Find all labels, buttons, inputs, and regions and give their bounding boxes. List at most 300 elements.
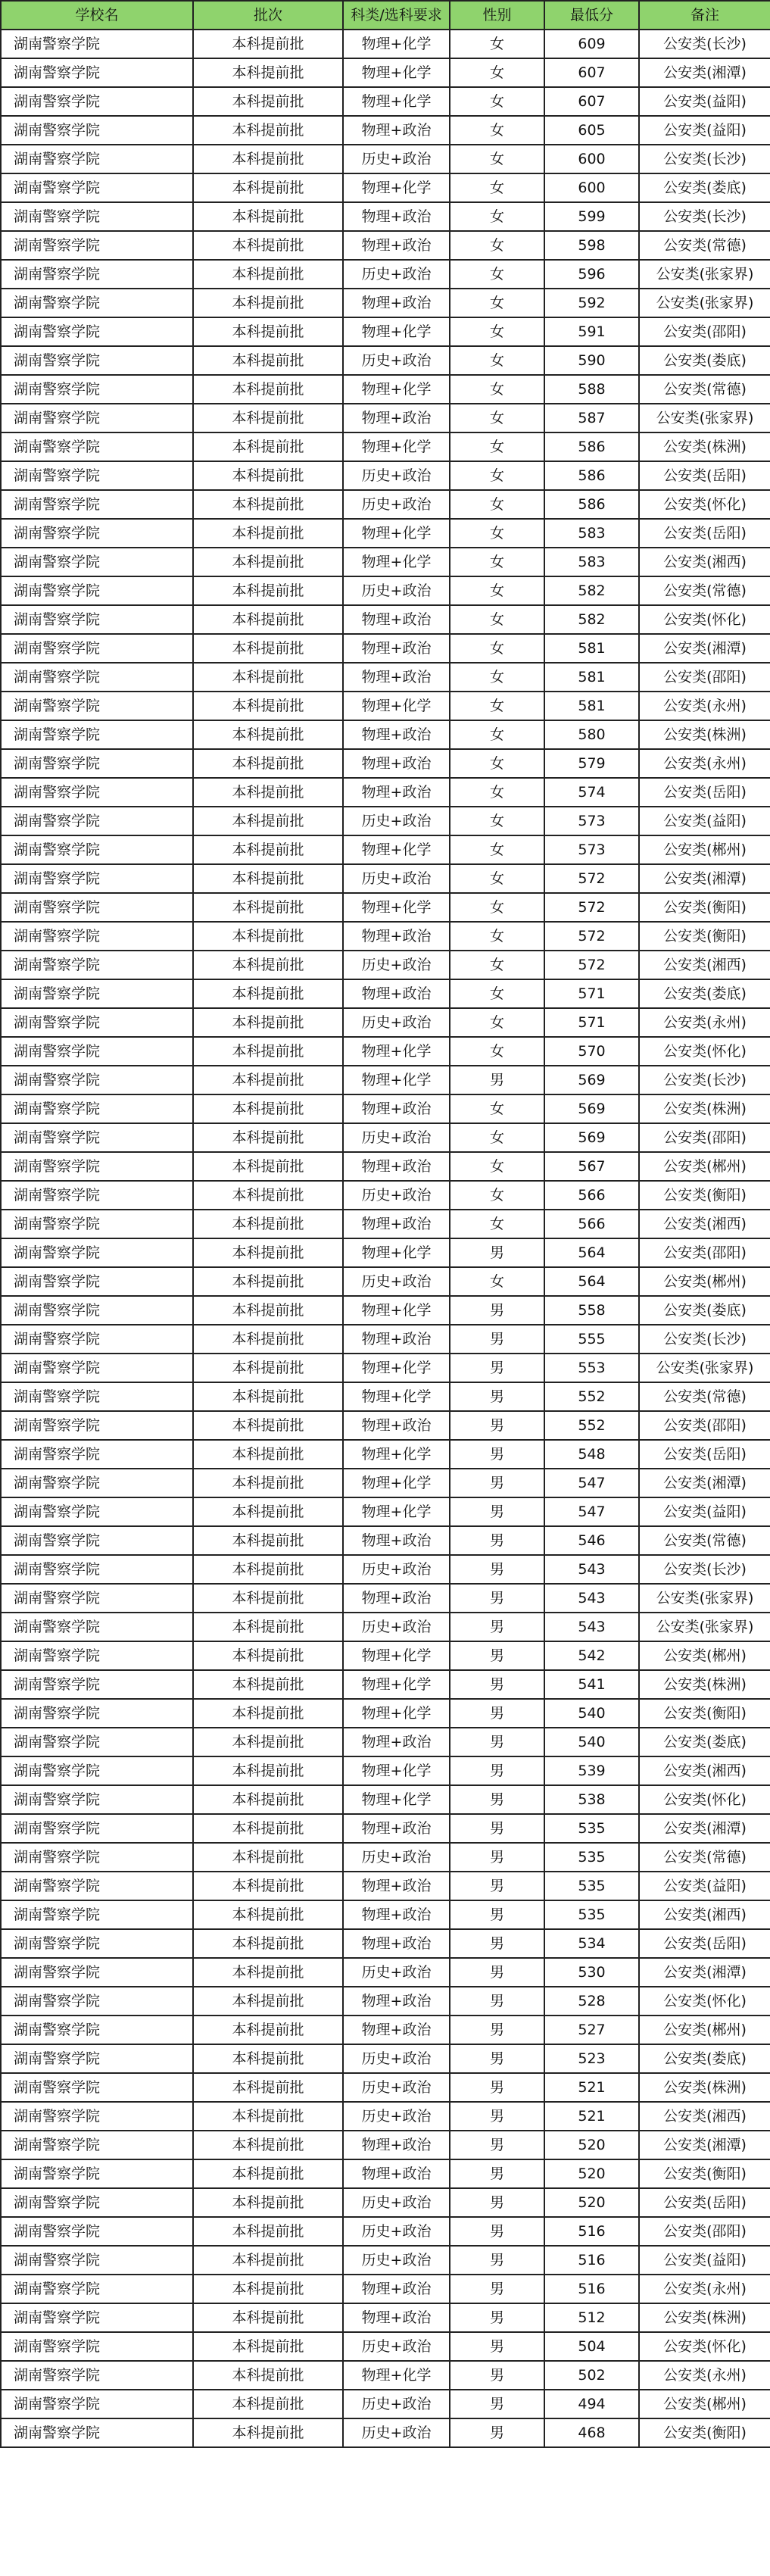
cell-min-score: 516 bbox=[544, 2217, 639, 2246]
cell-gender: 男 bbox=[450, 1987, 544, 2016]
cell-subjects: 物理+化学 bbox=[343, 2361, 450, 2390]
cell-min-score: 572 bbox=[544, 922, 639, 951]
cell-batch: 本科提前批 bbox=[193, 1900, 343, 1929]
table-row bbox=[1, 1123, 770, 1152]
cell-subjects: 物理+化学 bbox=[343, 1238, 450, 1267]
cell-subjects: 历史+政治 bbox=[343, 1181, 450, 1210]
cell-subjects: 物理+政治 bbox=[343, 2275, 450, 2303]
cell-school: 湖南警察学院 bbox=[1, 548, 193, 576]
cell-gender: 女 bbox=[450, 58, 544, 87]
cell-school: 湖南警察学院 bbox=[1, 145, 193, 173]
cell-batch: 本科提前批 bbox=[193, 1814, 343, 1843]
cell-remark: 公安类(湘西) bbox=[639, 1756, 770, 1785]
cell-gender: 女 bbox=[450, 922, 544, 951]
table-row bbox=[1, 2332, 770, 2361]
cell-school: 湖南警察学院 bbox=[1, 1123, 193, 1152]
cell-remark: 公安类(株洲) bbox=[639, 720, 770, 749]
cell-batch: 本科提前批 bbox=[193, 778, 343, 807]
cell-subjects: 物理+化学 bbox=[343, 1354, 450, 1382]
cell-batch: 本科提前批 bbox=[193, 432, 343, 461]
cell-school: 湖南警察学院 bbox=[1, 1440, 193, 1469]
cell-min-score: 523 bbox=[544, 2044, 639, 2073]
cell-remark: 公安类(益阳) bbox=[639, 116, 770, 145]
header-batch: 批次 bbox=[193, 1, 343, 30]
cell-min-score: 567 bbox=[544, 1152, 639, 1181]
cell-school: 湖南警察学院 bbox=[1, 835, 193, 864]
cell-subjects: 物理+化学 bbox=[343, 1497, 450, 1526]
cell-subjects: 物理+政治 bbox=[343, 1152, 450, 1181]
cell-batch: 本科提前批 bbox=[193, 1181, 343, 1210]
cell-gender: 女 bbox=[450, 461, 544, 490]
cell-min-score: 572 bbox=[544, 893, 639, 922]
cell-remark: 公安类(怀化) bbox=[639, 490, 770, 519]
cell-gender: 女 bbox=[450, 576, 544, 605]
table-row bbox=[1, 1497, 770, 1526]
cell-school: 湖南警察学院 bbox=[1, 1900, 193, 1929]
cell-school: 湖南警察学院 bbox=[1, 2275, 193, 2303]
cell-remark: 公安类(怀化) bbox=[639, 1037, 770, 1066]
cell-subjects: 历史+政治 bbox=[343, 1123, 450, 1152]
cell-gender: 女 bbox=[450, 951, 544, 979]
cell-school: 湖南警察学院 bbox=[1, 1008, 193, 1037]
table-row bbox=[1, 1814, 770, 1843]
cell-school: 湖南警察学院 bbox=[1, 979, 193, 1008]
cell-batch: 本科提前批 bbox=[193, 1958, 343, 1987]
cell-batch: 本科提前批 bbox=[193, 404, 343, 432]
cell-subjects: 历史+政治 bbox=[343, 490, 450, 519]
cell-min-score: 581 bbox=[544, 663, 639, 692]
cell-remark: 公安类(益阳) bbox=[639, 807, 770, 835]
cell-remark: 公安类(岳阳) bbox=[639, 1440, 770, 1469]
cell-batch: 本科提前批 bbox=[193, 893, 343, 922]
cell-school: 湖南警察学院 bbox=[1, 951, 193, 979]
cell-batch: 本科提前批 bbox=[193, 1843, 343, 1872]
table-row bbox=[1, 663, 770, 692]
cell-gender: 男 bbox=[450, 2418, 544, 2447]
cell-gender: 女 bbox=[450, 519, 544, 548]
cell-batch: 本科提前批 bbox=[193, 87, 343, 116]
cell-remark: 公安类(怀化) bbox=[639, 1987, 770, 2016]
cell-remark: 公安类(张家界) bbox=[639, 1584, 770, 1613]
cell-remark: 公安类(湘潭) bbox=[639, 1469, 770, 1497]
cell-subjects: 物理+化学 bbox=[343, 1066, 450, 1094]
cell-gender: 男 bbox=[450, 1469, 544, 1497]
cell-batch: 本科提前批 bbox=[193, 1497, 343, 1526]
cell-gender: 男 bbox=[450, 1526, 544, 1555]
cell-school: 湖南警察学院 bbox=[1, 1296, 193, 1325]
cell-gender: 男 bbox=[450, 2073, 544, 2102]
table-row bbox=[1, 1987, 770, 2016]
cell-school: 湖南警察学院 bbox=[1, 490, 193, 519]
cell-min-score: 539 bbox=[544, 1756, 639, 1785]
table-row bbox=[1, 548, 770, 576]
cell-batch: 本科提前批 bbox=[193, 30, 343, 58]
cell-subjects: 物理+化学 bbox=[343, 1296, 450, 1325]
table-row bbox=[1, 1756, 770, 1785]
table-row bbox=[1, 317, 770, 346]
cell-subjects: 历史+政治 bbox=[343, 2390, 450, 2418]
cell-gender: 女 bbox=[450, 375, 544, 404]
cell-min-score: 520 bbox=[544, 2188, 639, 2217]
cell-min-score: 504 bbox=[544, 2332, 639, 2361]
cell-subjects: 物理+化学 bbox=[343, 1699, 450, 1728]
cell-min-score: 516 bbox=[544, 2275, 639, 2303]
cell-subjects: 物理+政治 bbox=[343, 404, 450, 432]
cell-min-score: 570 bbox=[544, 1037, 639, 1066]
table-row bbox=[1, 289, 770, 317]
cell-min-score: 588 bbox=[544, 375, 639, 404]
cell-min-score: 607 bbox=[544, 58, 639, 87]
cell-batch: 本科提前批 bbox=[193, 317, 343, 346]
cell-subjects: 物理+化学 bbox=[343, 893, 450, 922]
cell-remark: 公安类(湘潭) bbox=[639, 864, 770, 893]
cell-gender: 男 bbox=[450, 1584, 544, 1613]
cell-school: 湖南警察学院 bbox=[1, 375, 193, 404]
cell-gender: 女 bbox=[450, 634, 544, 663]
cell-subjects: 历史+政治 bbox=[343, 260, 450, 289]
cell-min-score: 572 bbox=[544, 951, 639, 979]
cell-subjects: 物理+化学 bbox=[343, 519, 450, 548]
cell-remark: 公安类(湘潭) bbox=[639, 634, 770, 663]
cell-school: 湖南警察学院 bbox=[1, 1094, 193, 1123]
cell-gender: 女 bbox=[450, 30, 544, 58]
header-min-score: 最低分 bbox=[544, 1, 639, 30]
cell-min-score: 605 bbox=[544, 116, 639, 145]
table-row bbox=[1, 1469, 770, 1497]
cell-min-score: 599 bbox=[544, 202, 639, 231]
cell-subjects: 历史+政治 bbox=[343, 1958, 450, 1987]
cell-school: 湖南警察学院 bbox=[1, 2361, 193, 2390]
cell-remark: 公安类(湘西) bbox=[639, 548, 770, 576]
cell-remark: 公安类(张家界) bbox=[639, 289, 770, 317]
cell-batch: 本科提前批 bbox=[193, 1440, 343, 1469]
table-row bbox=[1, 116, 770, 145]
cell-subjects: 物理+政治 bbox=[343, 605, 450, 634]
cell-min-score: 520 bbox=[544, 2159, 639, 2188]
cell-remark: 公安类(湘潭) bbox=[639, 1958, 770, 1987]
cell-batch: 本科提前批 bbox=[193, 202, 343, 231]
cell-subjects: 历史+政治 bbox=[343, 864, 450, 893]
cell-batch: 本科提前批 bbox=[193, 1382, 343, 1411]
cell-remark: 公安类(邵阳) bbox=[639, 2217, 770, 2246]
cell-gender: 男 bbox=[450, 1900, 544, 1929]
cell-remark: 公安类(株洲) bbox=[639, 1094, 770, 1123]
cell-remark: 公安类(邵阳) bbox=[639, 663, 770, 692]
cell-min-score: 579 bbox=[544, 749, 639, 778]
cell-batch: 本科提前批 bbox=[193, 2159, 343, 2188]
table-row bbox=[1, 1238, 770, 1267]
cell-batch: 本科提前批 bbox=[193, 2390, 343, 2418]
cell-min-score: 600 bbox=[544, 145, 639, 173]
cell-min-score: 553 bbox=[544, 1354, 639, 1382]
cell-remark: 公安类(衡阳) bbox=[639, 893, 770, 922]
cell-gender: 男 bbox=[450, 2044, 544, 2073]
table-row bbox=[1, 979, 770, 1008]
cell-min-score: 543 bbox=[544, 1555, 639, 1584]
cell-min-score: 527 bbox=[544, 2016, 639, 2044]
cell-gender: 女 bbox=[450, 173, 544, 202]
table-row bbox=[1, 1613, 770, 1641]
cell-subjects: 物理+政治 bbox=[343, 1929, 450, 1958]
cell-min-score: 542 bbox=[544, 1641, 639, 1670]
cell-gender: 男 bbox=[450, 1440, 544, 1469]
cell-school: 湖南警察学院 bbox=[1, 87, 193, 116]
cell-min-score: 582 bbox=[544, 576, 639, 605]
cell-gender: 女 bbox=[450, 1210, 544, 1238]
table-row bbox=[1, 87, 770, 116]
table-row bbox=[1, 375, 770, 404]
cell-subjects: 物理+政治 bbox=[343, 979, 450, 1008]
table-row bbox=[1, 202, 770, 231]
cell-batch: 本科提前批 bbox=[193, 2275, 343, 2303]
cell-remark: 公安类(株洲) bbox=[639, 1670, 770, 1699]
cell-gender: 男 bbox=[450, 1872, 544, 1900]
cell-school: 湖南警察学院 bbox=[1, 1526, 193, 1555]
cell-min-score: 521 bbox=[544, 2102, 639, 2131]
cell-subjects: 物理+化学 bbox=[343, 1756, 450, 1785]
cell-school: 湖南警察学院 bbox=[1, 260, 193, 289]
cell-school: 湖南警察学院 bbox=[1, 749, 193, 778]
cell-gender: 女 bbox=[450, 289, 544, 317]
cell-remark: 公安类(永州) bbox=[639, 692, 770, 720]
cell-gender: 男 bbox=[450, 2332, 544, 2361]
cell-remark: 公安类(张家界) bbox=[639, 1613, 770, 1641]
table-row bbox=[1, 2303, 770, 2332]
cell-gender: 女 bbox=[450, 663, 544, 692]
cell-batch: 本科提前批 bbox=[193, 490, 343, 519]
table-row bbox=[1, 2361, 770, 2390]
cell-subjects: 历史+政治 bbox=[343, 346, 450, 375]
cell-min-score: 552 bbox=[544, 1411, 639, 1440]
table-row bbox=[1, 432, 770, 461]
cell-batch: 本科提前批 bbox=[193, 1987, 343, 2016]
header-school: 学校名 bbox=[1, 1, 193, 30]
cell-min-score: 572 bbox=[544, 864, 639, 893]
cell-remark: 公安类(邵阳) bbox=[639, 1238, 770, 1267]
cell-min-score: 564 bbox=[544, 1238, 639, 1267]
table-row bbox=[1, 1872, 770, 1900]
cell-school: 湖南警察学院 bbox=[1, 1555, 193, 1584]
cell-remark: 公安类(娄底) bbox=[639, 1296, 770, 1325]
cell-batch: 本科提前批 bbox=[193, 634, 343, 663]
cell-subjects: 物理+化学 bbox=[343, 1469, 450, 1497]
cell-remark: 公安类(张家界) bbox=[639, 404, 770, 432]
cell-school: 湖南警察学院 bbox=[1, 1411, 193, 1440]
cell-min-score: 543 bbox=[544, 1613, 639, 1641]
cell-batch: 本科提前批 bbox=[193, 1094, 343, 1123]
cell-gender: 男 bbox=[450, 2303, 544, 2332]
cell-batch: 本科提前批 bbox=[193, 951, 343, 979]
cell-remark: 公安类(郴州) bbox=[639, 835, 770, 864]
table-row bbox=[1, 1785, 770, 1814]
cell-batch: 本科提前批 bbox=[193, 2016, 343, 2044]
cell-gender: 男 bbox=[450, 1325, 544, 1354]
cell-gender: 女 bbox=[450, 893, 544, 922]
cell-batch: 本科提前批 bbox=[193, 864, 343, 893]
cell-remark: 公安类(娄底) bbox=[639, 346, 770, 375]
cell-remark: 公安类(怀化) bbox=[639, 1785, 770, 1814]
cell-remark: 公安类(常德) bbox=[639, 1382, 770, 1411]
cell-batch: 本科提前批 bbox=[193, 1469, 343, 1497]
table-row bbox=[1, 1584, 770, 1613]
cell-gender: 女 bbox=[450, 202, 544, 231]
cell-min-score: 520 bbox=[544, 2131, 639, 2159]
cell-subjects: 物理+化学 bbox=[343, 835, 450, 864]
cell-min-score: 538 bbox=[544, 1785, 639, 1814]
cell-subjects: 历史+政治 bbox=[343, 1267, 450, 1296]
cell-gender: 男 bbox=[450, 2016, 544, 2044]
cell-min-score: 494 bbox=[544, 2390, 639, 2418]
cell-school: 湖南警察学院 bbox=[1, 1641, 193, 1670]
cell-remark: 公安类(永州) bbox=[639, 2361, 770, 2390]
cell-subjects: 历史+政治 bbox=[343, 2246, 450, 2275]
cell-gender: 女 bbox=[450, 145, 544, 173]
cell-subjects: 物理+政治 bbox=[343, 1728, 450, 1756]
cell-subjects: 物理+化学 bbox=[343, 1641, 450, 1670]
cell-gender: 女 bbox=[450, 749, 544, 778]
cell-gender: 女 bbox=[450, 1267, 544, 1296]
cell-batch: 本科提前批 bbox=[193, 346, 343, 375]
cell-remark: 公安类(长沙) bbox=[639, 1555, 770, 1584]
cell-gender: 男 bbox=[450, 1670, 544, 1699]
cell-remark: 公安类(衡阳) bbox=[639, 2159, 770, 2188]
cell-remark: 公安类(常德) bbox=[639, 231, 770, 260]
cell-subjects: 历史+政治 bbox=[343, 2044, 450, 2073]
cell-batch: 本科提前批 bbox=[193, 1670, 343, 1699]
cell-batch: 本科提前批 bbox=[193, 1152, 343, 1181]
cell-subjects: 历史+政治 bbox=[343, 807, 450, 835]
cell-gender: 女 bbox=[450, 490, 544, 519]
cell-batch: 本科提前批 bbox=[193, 2102, 343, 2131]
table-row bbox=[1, 720, 770, 749]
cell-school: 湖南警察学院 bbox=[1, 2131, 193, 2159]
table-row bbox=[1, 893, 770, 922]
cell-school: 湖南警察学院 bbox=[1, 461, 193, 490]
cell-school: 湖南警察学院 bbox=[1, 346, 193, 375]
table-row bbox=[1, 1670, 770, 1699]
cell-remark: 公安类(衡阳) bbox=[639, 1699, 770, 1728]
cell-batch: 本科提前批 bbox=[193, 2188, 343, 2217]
cell-subjects: 物理+政治 bbox=[343, 1987, 450, 2016]
table-row bbox=[1, 1900, 770, 1929]
cell-remark: 公安类(益阳) bbox=[639, 1872, 770, 1900]
cell-remark: 公安类(郴州) bbox=[639, 1267, 770, 1296]
cell-subjects: 物理+政治 bbox=[343, 2131, 450, 2159]
cell-school: 湖南警察学院 bbox=[1, 1267, 193, 1296]
cell-remark: 公安类(益阳) bbox=[639, 2246, 770, 2275]
cell-remark: 公安类(株洲) bbox=[639, 432, 770, 461]
cell-school: 湖南警察学院 bbox=[1, 1872, 193, 1900]
cell-subjects: 物理+化学 bbox=[343, 1670, 450, 1699]
cell-school: 湖南警察学院 bbox=[1, 2073, 193, 2102]
cell-batch: 本科提前批 bbox=[193, 231, 343, 260]
cell-gender: 女 bbox=[450, 835, 544, 864]
cell-school: 湖南警察学院 bbox=[1, 173, 193, 202]
cell-batch: 本科提前批 bbox=[193, 1411, 343, 1440]
table-row bbox=[1, 807, 770, 835]
cell-subjects: 物理+政治 bbox=[343, 2303, 450, 2332]
cell-subjects: 物理+政治 bbox=[343, 1325, 450, 1354]
cell-remark: 公安类(株洲) bbox=[639, 2303, 770, 2332]
table-row bbox=[1, 2275, 770, 2303]
cell-remark: 公安类(岳阳) bbox=[639, 2188, 770, 2217]
cell-subjects: 物理+政治 bbox=[343, 922, 450, 951]
cell-subjects: 物理+政治 bbox=[343, 1094, 450, 1123]
cell-subjects: 物理+政治 bbox=[343, 720, 450, 749]
cell-gender: 男 bbox=[450, 1296, 544, 1325]
table-row bbox=[1, 749, 770, 778]
cell-min-score: 566 bbox=[544, 1210, 639, 1238]
cell-min-score: 541 bbox=[544, 1670, 639, 1699]
cell-batch: 本科提前批 bbox=[193, 58, 343, 87]
table-row bbox=[1, 2073, 770, 2102]
cell-school: 湖南警察学院 bbox=[1, 2246, 193, 2275]
cell-school: 湖南警察学院 bbox=[1, 2217, 193, 2246]
cell-batch: 本科提前批 bbox=[193, 173, 343, 202]
cell-gender: 男 bbox=[450, 1814, 544, 1843]
cell-gender: 男 bbox=[450, 1843, 544, 1872]
cell-min-score: 569 bbox=[544, 1094, 639, 1123]
cell-batch: 本科提前批 bbox=[193, 2044, 343, 2073]
cell-school: 湖南警察学院 bbox=[1, 1728, 193, 1756]
cell-batch: 本科提前批 bbox=[193, 1267, 343, 1296]
cell-batch: 本科提前批 bbox=[193, 1699, 343, 1728]
cell-remark: 公安类(长沙) bbox=[639, 145, 770, 173]
table-row bbox=[1, 145, 770, 173]
cell-gender: 女 bbox=[450, 87, 544, 116]
table-row bbox=[1, 1296, 770, 1325]
cell-remark: 公安类(岳阳) bbox=[639, 519, 770, 548]
cell-school: 湖南警察学院 bbox=[1, 404, 193, 432]
cell-min-score: 571 bbox=[544, 979, 639, 1008]
cell-batch: 本科提前批 bbox=[193, 260, 343, 289]
cell-min-score: 573 bbox=[544, 807, 639, 835]
cell-min-score: 555 bbox=[544, 1325, 639, 1354]
cell-gender: 男 bbox=[450, 2361, 544, 2390]
cell-batch: 本科提前批 bbox=[193, 1613, 343, 1641]
cell-subjects: 物理+化学 bbox=[343, 1785, 450, 1814]
table-row bbox=[1, 692, 770, 720]
cell-remark: 公安类(益阳) bbox=[639, 87, 770, 116]
cell-batch: 本科提前批 bbox=[193, 979, 343, 1008]
cell-batch: 本科提前批 bbox=[193, 835, 343, 864]
cell-remark: 公安类(湘西) bbox=[639, 1210, 770, 1238]
cell-min-score: 540 bbox=[544, 1728, 639, 1756]
cell-min-score: 546 bbox=[544, 1526, 639, 1555]
cell-school: 湖南警察学院 bbox=[1, 58, 193, 87]
table-row bbox=[1, 576, 770, 605]
table-row bbox=[1, 605, 770, 634]
cell-subjects: 物理+化学 bbox=[343, 87, 450, 116]
cell-gender: 女 bbox=[450, 404, 544, 432]
cell-subjects: 物理+政治 bbox=[343, 231, 450, 260]
cell-batch: 本科提前批 bbox=[193, 1555, 343, 1584]
cell-batch: 本科提前批 bbox=[193, 1872, 343, 1900]
table-row bbox=[1, 1843, 770, 1872]
cell-school: 湖南警察学院 bbox=[1, 1613, 193, 1641]
table-row bbox=[1, 1555, 770, 1584]
cell-school: 湖南警察学院 bbox=[1, 605, 193, 634]
cell-batch: 本科提前批 bbox=[193, 1785, 343, 1814]
cell-batch: 本科提前批 bbox=[193, 922, 343, 951]
cell-subjects: 物理+政治 bbox=[343, 2159, 450, 2188]
cell-remark: 公安类(湘西) bbox=[639, 1900, 770, 1929]
cell-min-score: 580 bbox=[544, 720, 639, 749]
cell-batch: 本科提前批 bbox=[193, 145, 343, 173]
cell-school: 湖南警察学院 bbox=[1, 2102, 193, 2131]
cell-remark: 公安类(常德) bbox=[639, 576, 770, 605]
cell-remark: 公安类(常德) bbox=[639, 1526, 770, 1555]
